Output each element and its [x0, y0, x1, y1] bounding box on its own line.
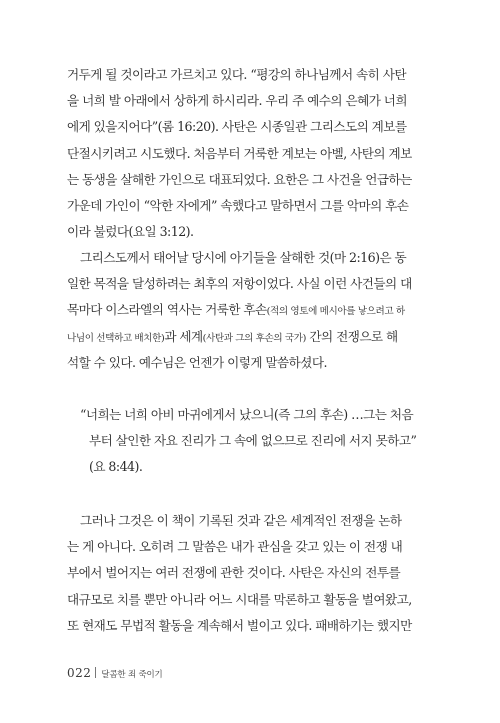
running-title: 달콤한 죄 죽이기: [101, 670, 163, 680]
page-footer: [67, 666, 163, 680]
paragraph-1: [67, 62, 436, 245]
text-main: 간의 전쟁으로 해: [305, 328, 398, 344]
text-line: 단절시키려고 시도했다. 처음부터 거룩한 계보는 아벨, 사탄의 계보: [67, 145, 412, 161]
text-line: 일한 목적을 달성하려는 최후의 저항이었다. 사실 이런 사건들의 대: [67, 276, 412, 292]
text-main: 목마다 이스라엘의 역사는 거룩한 후손: [67, 302, 267, 318]
text-line: 이라 불렀다(요일 3:12).: [67, 224, 194, 240]
text-line: 는 게 아니다. 오히려 그 말씀은 내가 관심을 갖고 있는 이 전쟁 내: [67, 539, 403, 555]
text-line: 석할 수 있다. 예수님은 언젠가 이렇게 말씀하셨다.: [67, 354, 327, 370]
footer-divider: [95, 667, 96, 678]
text-line: 는 동생을 살해한 가인으로 대표되었다. 요한은 그 사건을 언급하는: [67, 171, 412, 187]
quote-line: (요 8:44).: [89, 459, 143, 475]
text-line: 대규모로 치를 뿐만 아니라 어느 시대를 막론하고 활동을 벌여왔고,: [67, 591, 412, 607]
paragraph-2: [67, 245, 436, 376]
text-line: [67, 297, 436, 323]
page-number: 022: [67, 666, 92, 680]
text-line: 거두게 될 것이라고 가르치고 있다. “평강의 하나님께서 속히 사탄: [67, 67, 406, 82]
inline-note: (사탄과 그의 후손의 국가): [202, 332, 306, 344]
quote-line: “너희는 너희 아비 마귀에게서 났으니(즉 그의 후손) …그는 처음: [80, 407, 414, 422]
text-line: 부에서 벌어지는 여러 전쟁에 관한 것이다. 사탄은 자신의 전투를: [67, 565, 401, 581]
text-main: 과 세계: [164, 328, 203, 344]
text-line: 을 너희 발 아래에서 상하게 하시리라. 우리 주 예수의 은혜가 너희: [67, 93, 407, 109]
text-line: 그리스도께서 태어날 당시에 아기들을 살해한 것(마 2:16)은 동: [80, 250, 407, 265]
inline-note: (적의 영토에 메시아를 낳으려고 하: [266, 306, 405, 318]
paragraph-3: [67, 508, 436, 639]
block-quote: [80, 402, 436, 481]
text-line: 에게 있을지어다”(롬 16:20). 사탄은 시종일관 그리스도의 계보를: [67, 119, 407, 135]
inline-note: 나님이 선택하고 배치한): [67, 332, 165, 344]
text-line: [67, 324, 436, 350]
text-line: 가운데 가인이 “악한 자에게” 속했다고 말하면서 그를 악마의 후손: [67, 197, 409, 213]
text-line: 그러나 그것은 이 책이 기록된 것과 같은 세계적인 전쟁을 논하: [80, 513, 402, 528]
text-line: 또 현재도 무법적 활동을 계속해서 벌이고 있다. 패배하기는 했지만: [67, 617, 412, 633]
quote-line: 부터 살인한 자요 진리가 그 속에 없으므로 진리에 서지 못하고”: [89, 433, 417, 449]
